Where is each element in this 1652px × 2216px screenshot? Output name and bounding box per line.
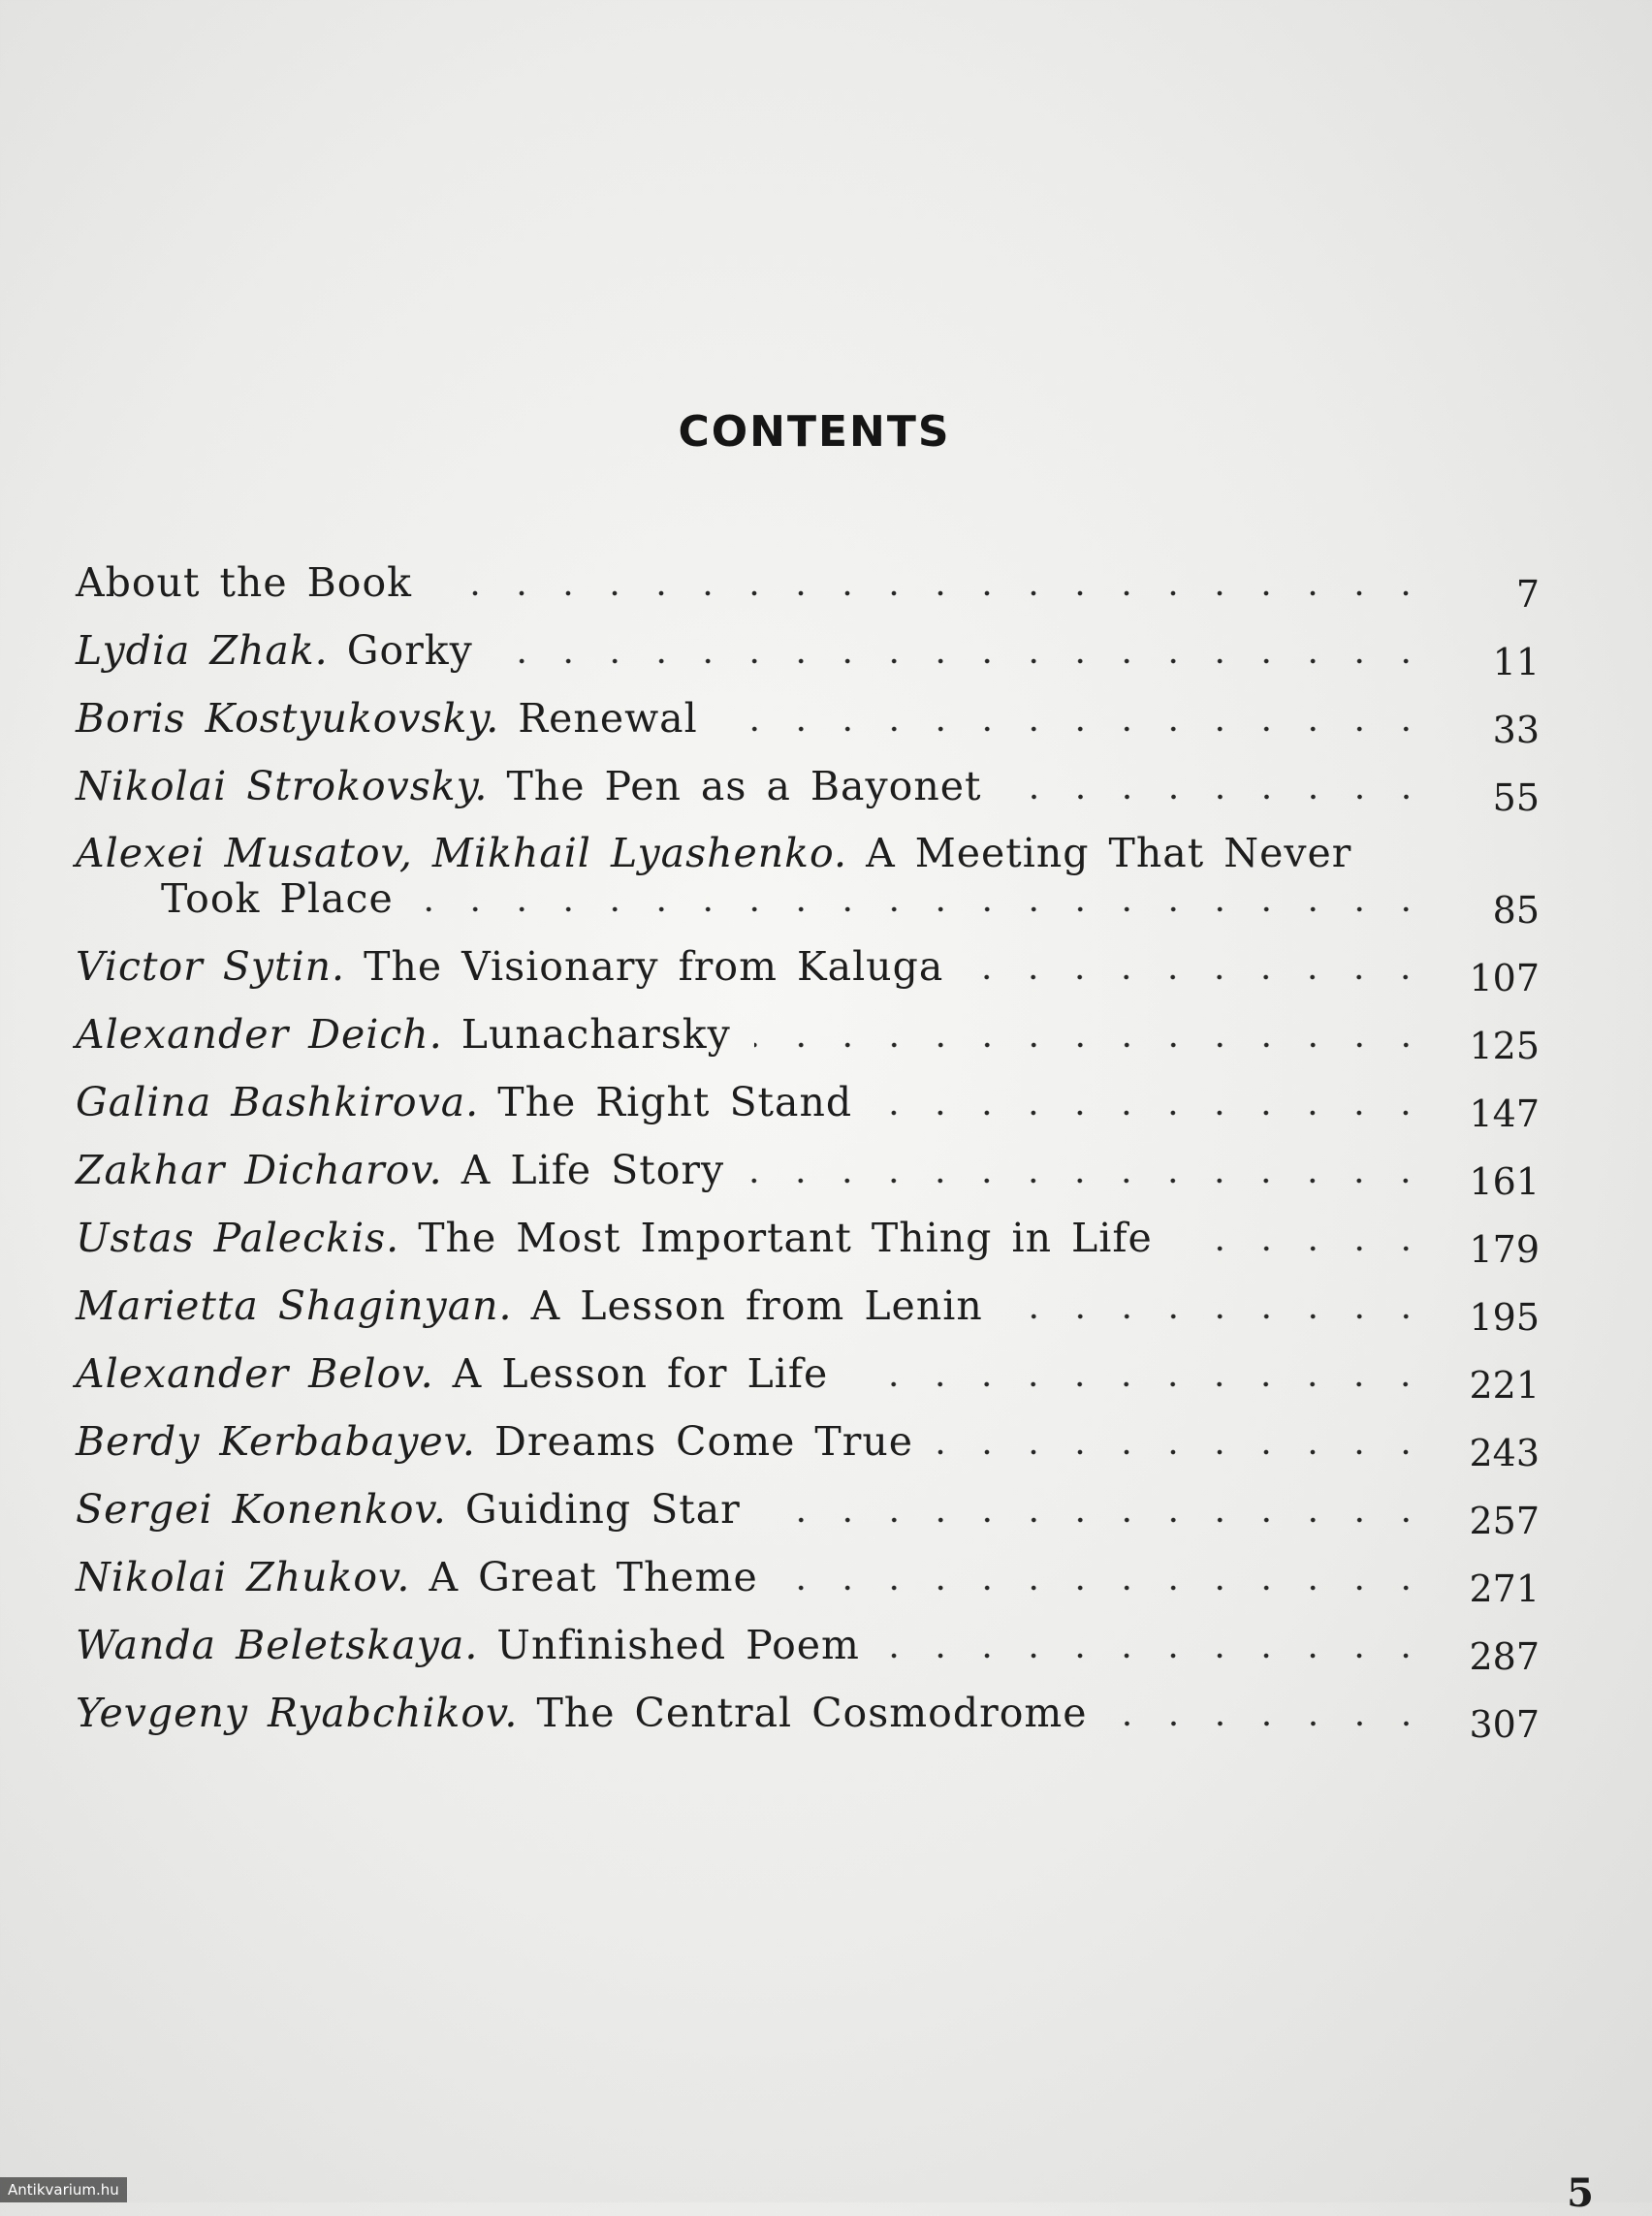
toc-entry: [76, 1261, 1540, 1339]
toc-page-number: 161: [1469, 1160, 1540, 1203]
toc-entry: [76, 1329, 1540, 1407]
toc-entry-text: [76, 1350, 828, 1397]
dot-leader: [496, 658, 1429, 664]
dot-leader: [1006, 1314, 1429, 1319]
toc-entry-text: [76, 695, 698, 742]
toc-entry: [76, 674, 1540, 751]
dot-leader: [1111, 1721, 1429, 1726]
toc-entry-text: [76, 1554, 758, 1600]
toc-entry-title: The Visionary from Kaluga: [364, 943, 944, 990]
toc-entry-text: [76, 1215, 1153, 1261]
toc-entry-text: [76, 1622, 860, 1668]
dot-leader: [1176, 1246, 1429, 1251]
toc-entry: [76, 742, 1540, 819]
dot-leader: [764, 1517, 1429, 1523]
toc-entry: [76, 809, 1540, 932]
toc-entry-continuation: [76, 875, 1540, 932]
toc-entry: [76, 1668, 1540, 1746]
contents-heading: CONTENTS: [678, 407, 951, 457]
toc-entry-author: Victor Sytin.: [76, 943, 346, 990]
dot-leader: [851, 1381, 1429, 1387]
toc-entry-text: [76, 1147, 724, 1193]
toc-page-number: 287: [1469, 1635, 1540, 1678]
toc-entry: [76, 1193, 1540, 1271]
toc-entry-author: Marietta Shaginyan.: [76, 1282, 513, 1329]
toc-entry: [76, 990, 1540, 1067]
toc-entry-title: Gorky: [346, 627, 473, 674]
toc-entry-author: Galina Bashkirova.: [76, 1079, 480, 1125]
dot-leader: [781, 1585, 1429, 1591]
toc-entry-title: Dreams Come True: [494, 1418, 913, 1465]
toc-page-number: 7: [1515, 573, 1540, 616]
table-of-contents: [76, 538, 1540, 1746]
toc-page-number: 125: [1469, 1025, 1540, 1067]
dot-leader: [754, 1042, 1429, 1048]
toc-entry-title: A Lesson from Lenin: [530, 1282, 983, 1329]
toc-entry-about-the-book: [76, 538, 1540, 616]
toc-entry-author: Nikolai Strokovsky.: [76, 763, 489, 809]
toc-entry-title: A Life Story: [461, 1147, 725, 1193]
toc-entry-text: [76, 943, 943, 990]
toc-entry: [76, 1058, 1540, 1135]
toc-entry-author: Lydia Zhak.: [76, 627, 329, 674]
toc-entry-author: Alexander Deich.: [76, 1011, 443, 1058]
toc-entry-text: [76, 1690, 1088, 1736]
toc-page-number: 257: [1469, 1500, 1540, 1542]
dot-leader: [417, 906, 1429, 912]
toc-entry-title: The Most Important Thing in Life: [418, 1215, 1153, 1261]
toc-entry-title: Lunacharsky: [461, 1011, 731, 1058]
toc-entry: [76, 1397, 1540, 1474]
toc-entry-title: The Pen as a Bayonet: [506, 763, 982, 809]
toc-entry-author: Wanda Beletskaya.: [76, 1622, 479, 1668]
toc-entry: [76, 1533, 1540, 1610]
toc-page-number: 271: [1469, 1567, 1540, 1610]
toc-entry-title: A Meeting That Never: [866, 830, 1352, 876]
toc-entry: [76, 1465, 1540, 1542]
toc-entry-title: Renewal: [518, 695, 698, 742]
toc-entry-title: The Central Cosmodrome: [536, 1690, 1088, 1736]
toc-page-number: 107: [1469, 957, 1540, 999]
toc-entry-text: [76, 831, 1540, 875]
dot-leader: [435, 590, 1429, 596]
toc-entry-author: Yevgeny Ryabchikov.: [76, 1690, 519, 1736]
toc-entry-text: [76, 1011, 731, 1058]
toc-page-number: 147: [1469, 1092, 1540, 1135]
toc-entry-text: [76, 559, 412, 606]
toc-entry-text: [76, 1282, 983, 1329]
dot-leader: [721, 726, 1429, 732]
toc-entry-author: Alexei Musatov, Mikhail Lyashenko.: [76, 830, 848, 876]
toc-entry-text: [76, 1486, 741, 1533]
dot-leader: [967, 974, 1429, 980]
toc-page-number: 55: [1492, 776, 1540, 819]
toc-entry-text: [76, 1418, 913, 1465]
toc-page-number: 243: [1469, 1432, 1540, 1474]
toc-entry-title: About the Book: [76, 559, 412, 606]
toc-entry-author: Zakhar Dicharov.: [76, 1147, 443, 1193]
toc-page-number: 11: [1492, 641, 1540, 683]
toc-page-number: 33: [1492, 709, 1540, 751]
toc-entry-text: [76, 763, 982, 809]
source-watermark: Antikvarium.hu: [0, 2177, 127, 2202]
toc-entry: [76, 922, 1540, 999]
toc-entry-title: The Right Stand: [497, 1079, 853, 1125]
toc-entry: [76, 1600, 1540, 1678]
toc-entry-author: Nikolai Zhukov.: [76, 1554, 411, 1600]
toc-page-number: 195: [1469, 1296, 1540, 1339]
toc-entry-title: A Lesson for Life: [452, 1350, 829, 1397]
toc-entry-text: [76, 627, 473, 674]
dot-leader: [875, 1110, 1429, 1116]
toc-entry: [76, 606, 1540, 683]
toc-entry-author: Sergei Konenkov.: [76, 1486, 447, 1533]
toc-page-number: 221: [1469, 1364, 1540, 1407]
dot-leader: [1005, 794, 1430, 800]
toc-page-number: 179: [1469, 1228, 1540, 1271]
toc-entry-author: Berdy Kerbabayev.: [76, 1418, 476, 1465]
toc-entry-title: Unfinished Poem: [496, 1622, 860, 1668]
toc-entry-text: [76, 1079, 852, 1125]
dot-leader: [883, 1653, 1429, 1659]
toc-page-number: 307: [1469, 1703, 1540, 1746]
dot-leader: [937, 1449, 1429, 1455]
toc-entry-title: A Great Theme: [429, 1554, 758, 1600]
toc-entry-title-continued: Took Place: [161, 875, 394, 922]
dot-leader: [747, 1178, 1429, 1184]
toc-entry-author: Boris Kostyukovsky.: [76, 695, 500, 742]
toc-entry-author: Alexander Belov.: [76, 1350, 434, 1397]
toc-entry: [76, 1125, 1540, 1203]
page-number: 5: [1567, 2170, 1594, 2216]
toc-page-number: 85: [1492, 889, 1540, 932]
toc-entry-author: Ustas Paleckis.: [76, 1215, 400, 1261]
toc-entry-title: Guiding Star: [464, 1486, 741, 1533]
